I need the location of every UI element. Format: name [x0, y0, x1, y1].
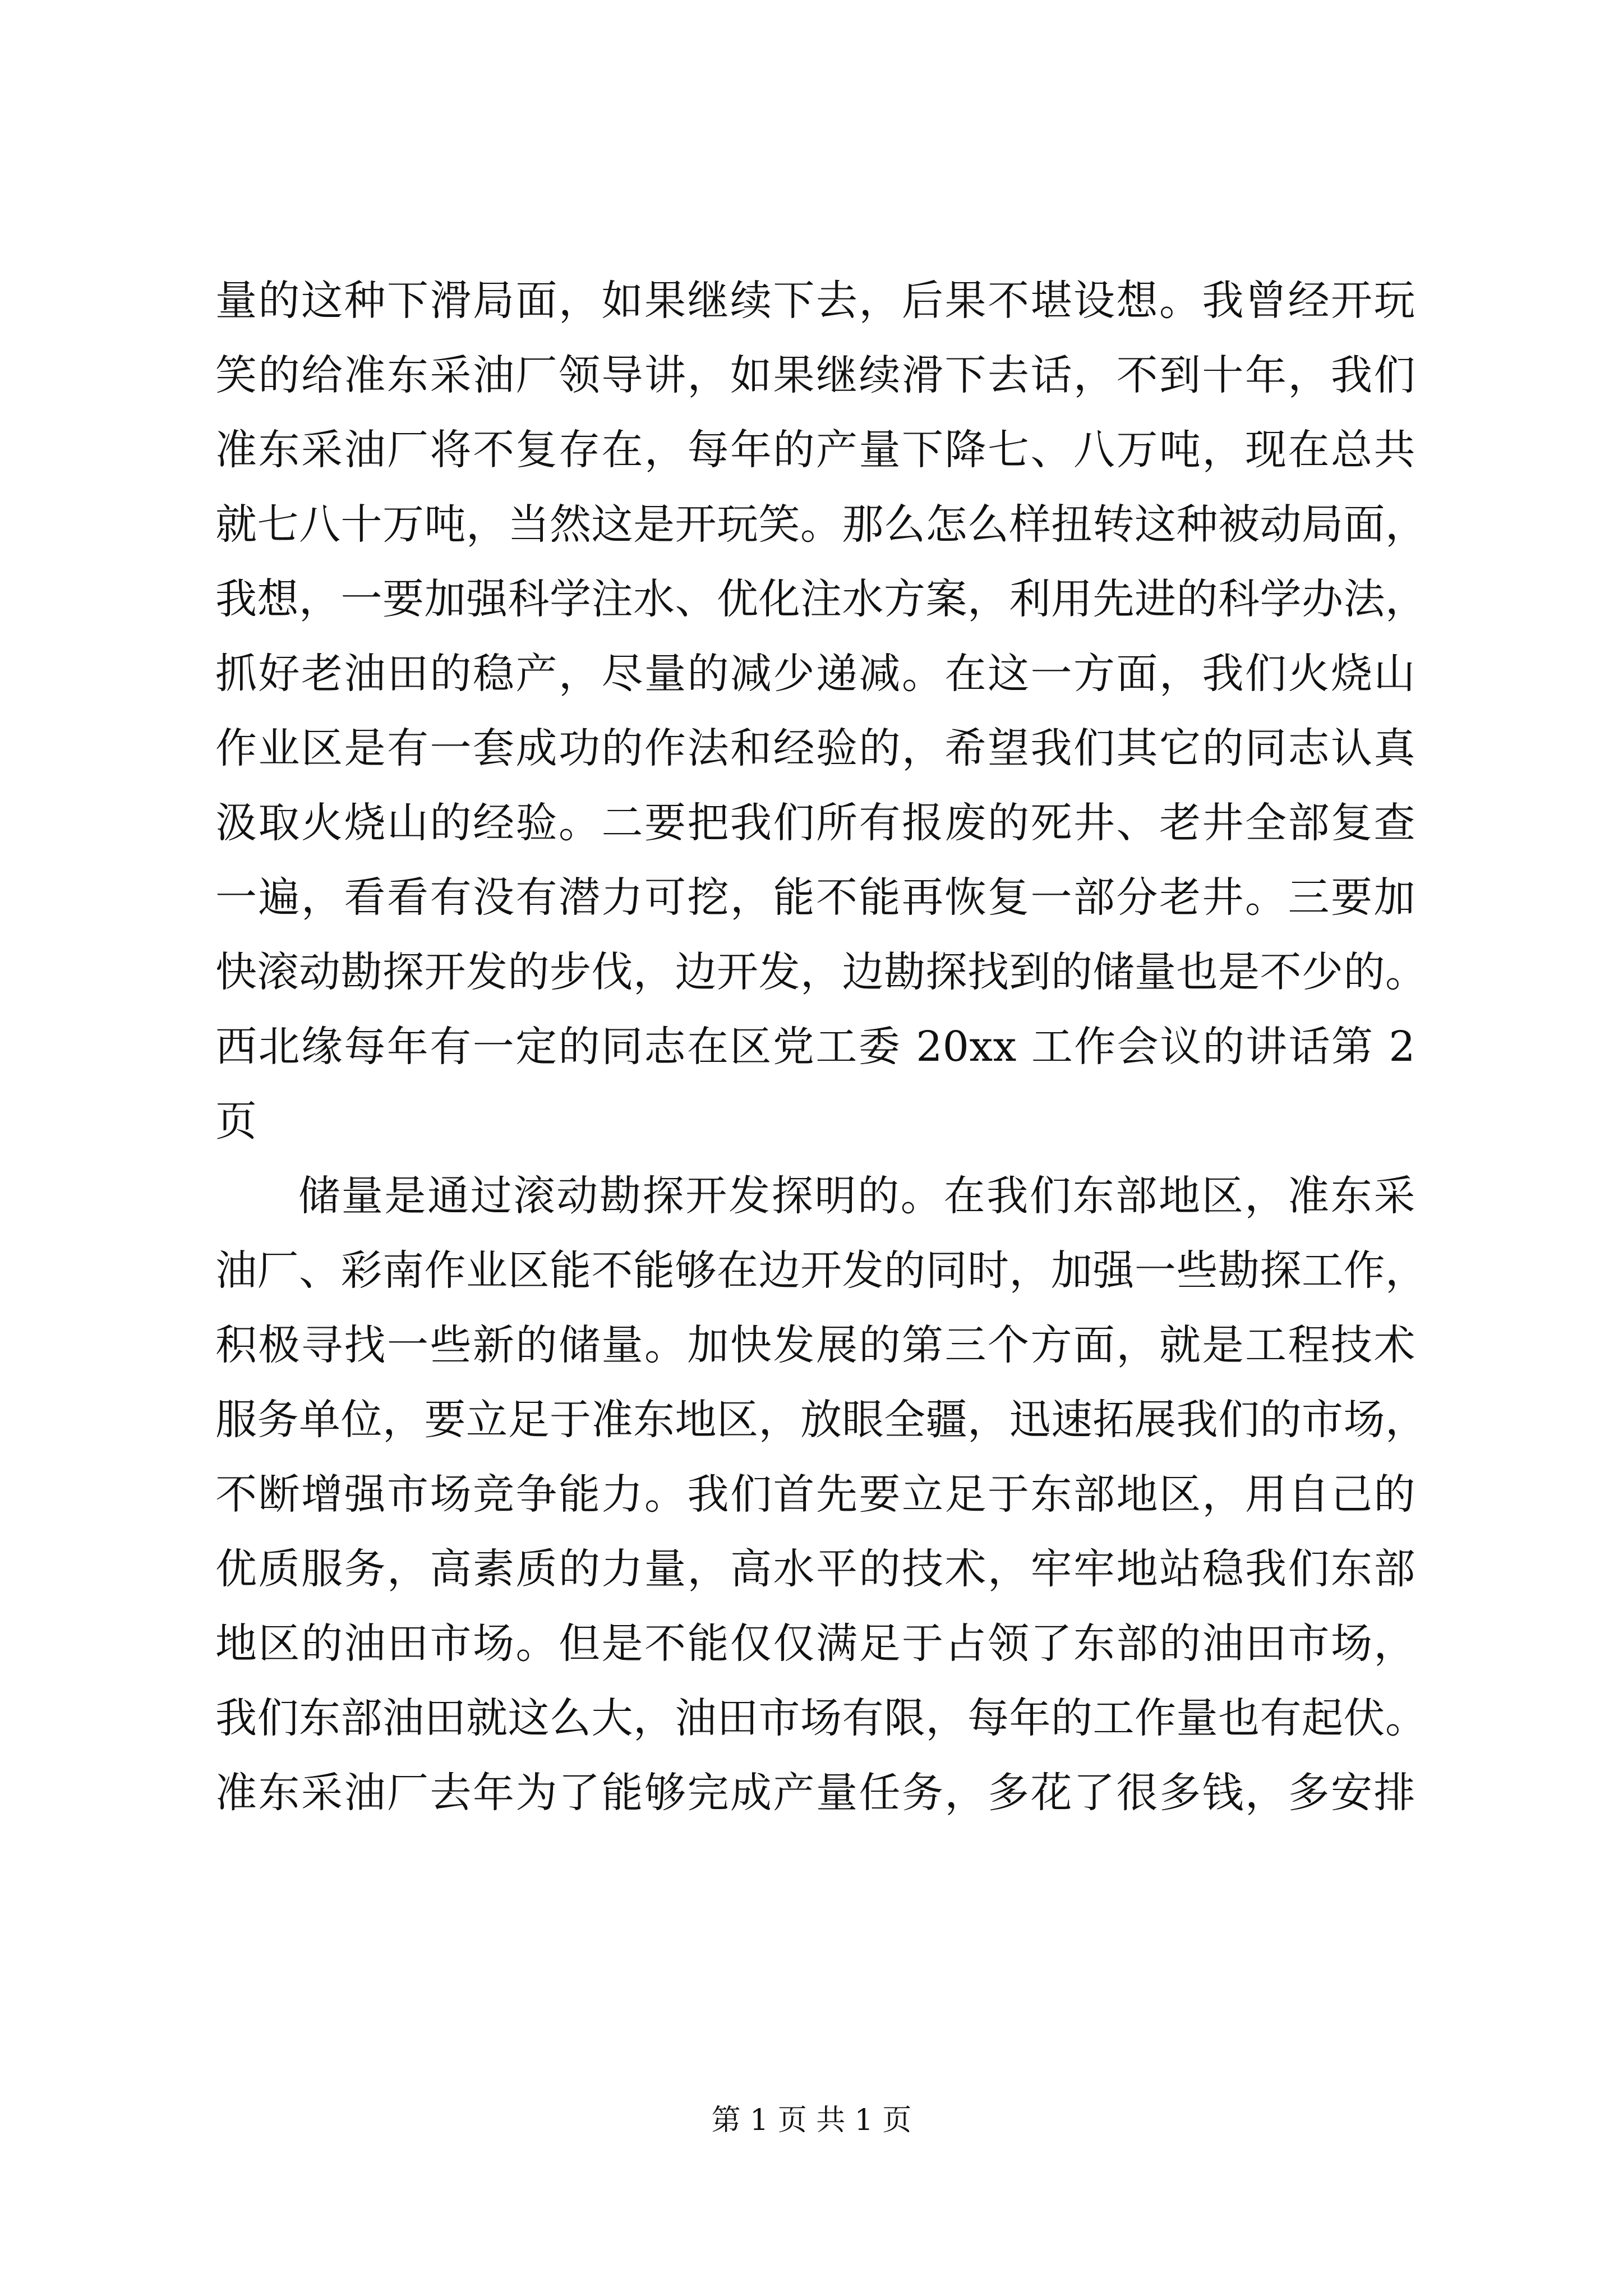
text-line: 油厂、彩南作业区能不能够在边开发的同时，加强一些勘探工作，	[215, 1246, 1427, 1295]
text-line: 快滚动勘探开发的步伐，边开发，边勘探找到的储量也是不少的。	[215, 948, 1427, 996]
text-line: 服务单位，要立足于准东地区，放眼全疆，迅速拓展我们的市场，	[215, 1396, 1427, 1444]
text-line: 量的这种下滑局面，如果继续下去，后果不堪设想。我曾经开玩	[215, 277, 1415, 325]
text-line: 不断增强市场竞争能力。我们首先要立足于东部地区，用自己的	[215, 1470, 1415, 1519]
paragraph-2	[215, 1159, 1427, 1830]
text-line: 西北缘每年有一定的同志在区党工委 20xx 工作会议的讲话第 2	[215, 1023, 1415, 1071]
text-line: 积极寻找一些新的储量。加快发展的第三个方面，就是工程技术	[215, 1321, 1415, 1369]
page-footer: 第 1 页 共 1 页	[711, 2104, 912, 2137]
text-line: 准东采油厂将不复存在，每年的产量下降七、八万吨，现在总共	[215, 426, 1415, 474]
body-text	[215, 264, 1427, 1830]
text-line: 地区的油田市场。但是不能仅仅满足于占领了东部的油田市场，	[215, 1619, 1415, 1668]
text-line: 一遍，看看有没有潜力可挖，能不能再恢复一部分老井。三要加	[215, 873, 1415, 922]
text-line: 准东采油厂去年为了能够完成产量任务，多花了很多钱，多安排	[215, 1769, 1415, 1817]
paragraph-1	[215, 264, 1427, 1159]
text-line: 页	[215, 1097, 257, 1145]
text-line: 抓好老油田的稳产，尽量的减少递减。在这一方面，我们火烧山	[215, 650, 1415, 698]
text-line: 优质服务，高素质的力量，高水平的技术，牢牢地站稳我们东部	[215, 1545, 1415, 1593]
text-line: 我想，一要加强科学注水、优化注水方案，利用先进的科学办法，	[215, 575, 1427, 623]
text-line: 笑的给准东采油厂领导讲，如果继续滑下去话，不到十年，我们	[215, 351, 1415, 399]
text-line: 就七八十万吨，当然这是开玩笑。那么怎么样扭转这种被动局面，	[215, 500, 1427, 549]
text-line: 储量是通过滚动勘探开发探明的。在我们东部地区，准东采	[298, 1172, 1415, 1220]
text-line: 作业区是有一套成功的作法和经验的，希望我们其它的同志认真	[215, 724, 1415, 772]
text-line: 我们东部油田就这么大，油田市场有限，每年的工作量也有起伏。	[215, 1694, 1427, 1742]
text-line: 汲取火烧山的经验。二要把我们所有报废的死井、老井全部复查	[215, 799, 1415, 847]
